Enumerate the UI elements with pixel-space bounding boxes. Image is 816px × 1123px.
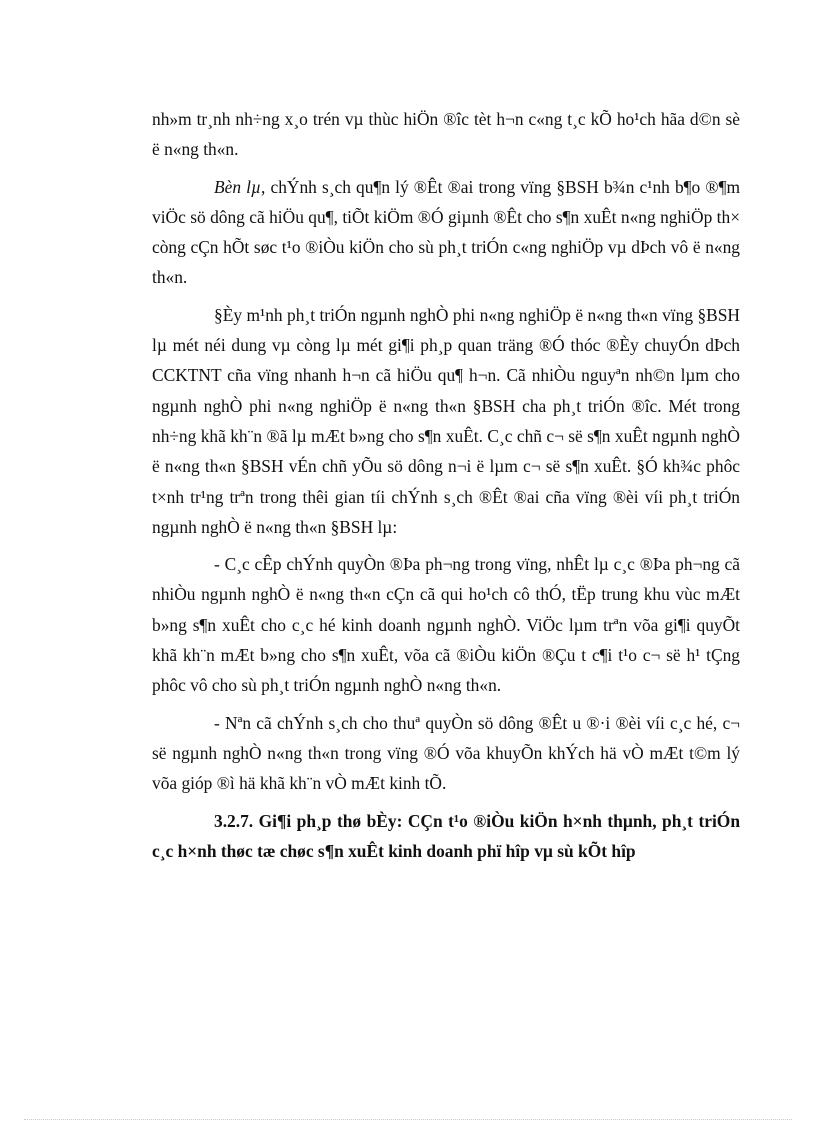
paragraph-continuation [152,104,740,165]
paragraph-bullet-land-lease [152,708,740,799]
paragraph-text: nh»m tr¸nh nh÷ng x¸o trén vµ thùc hiÖn ®îc tèt h¬n c«ng t¸c kÕ ho¹ch hãa d©n sè ë n«ng th«n. [152,109,740,160]
section-heading: 3.2.7. Gi¶i ph¸p thø bÈy: CÇn t¹o ®iÒu kiÖn h×nh thµnh, ph¸t triÓn c¸c h×nh thøc tæ chøc s¶n xuÊt kinh doanh phï hîp vµ sù kÕt hîp [152,810,740,861]
page-bottom-rule [24,1119,792,1120]
paragraph-text: - C¸c cÊp chÝnh quyÒn ®Þa ph¬ng trong vïng, nhÊt lµ c¸c ®Þa ph¬ng cã nhiÒu ngµnh nghÒ ë n«ng th«n cÇn cã qui ho¹ch cô thÓ, tËp trung khu vùc mÆt b»ng s¶n xuÊt cho c¸c hé kinh doanh ngµnh nghÒ. ViÖc lµm trªn võa gi¶i quyÕt khã kh¨n mÆt b»ng cho s¶n xuÊt, võa cã ®iÒu kiÖn ®Çu t c¶i t¹o c¬ së h¹ tÇng phôc vô cho sù ph¸t triÓn ngµnh nghÒ n«ng th«n. [152,554,740,696]
document-page [152,104,740,873]
paragraph-nonfarm-trades [152,300,740,542]
paragraph-bullet-planning [152,549,740,700]
paragraph-text: - Nªn cã chÝnh s¸ch cho thuª quyÒn sö dông ®Êt u ®·i ®èi víi c¸c hé, c¬ së ngµnh nghÒ n«ng th«n trong vïng ®Ó võa khuyÕn khÝch hä vÒ mÆt t©m lý võa gióp ®ì hä khã kh¨n vÒ mÆt kinh tÕ. [152,712,740,794]
paragraph-text: §Èy m¹nh ph¸t triÓn ngµnh nghÒ phi n«ng nghiÖp ë n«ng th«n vïng §BSH lµ mét néi dung vµ còng lµ mét gi¶i ph¸p quan träng ®Ó thóc ®Èy chuyÓn dÞch CCKTNT cña vïng nhanh h¬n cã hiÖu qu¶ h¬n. Cã nhiÒu nguyªn nh©n lµm cho ngµnh nghÒ phi n«ng nghiÖp ë n«ng th«n §BSH cha ph¸t triÓn ®îc. Mét trong nh÷ng khã kh¨n ®ã lµ mÆt b»ng cho s¶n xuÊt. C¸c chñ c¬ së s¶n xuÊt ngµnh nghÒ ë n«ng th«n §BSH vÉn chñ yÕu sö dông n¬i ë lµm c¬ së s¶n xuÊt. §Ó kh¾c phôc t×nh tr¹ng trªn trong thêi gian tíi chÝnh s¸ch ®Êt ®ai cña vïng ®èi víi ph¸t triÓn ngµnh nghÒ ë n«ng th«n §BSH lµ: [152,304,740,537]
paragraph-lead: Bèn lµ [214,176,262,197]
paragraph-text: , chÝnh s¸ch qu¶n lý ®Êt ®ai trong vïng §BSH b¾n c¹nh b¶o ®¶m viÖc sö dông cã hiÖu qu¶, tiÕt kiÖm ®Ó giµnh ®Êt cho s¶n xuÊt n«ng nghiÖp th× còng cÇn hÕt søc t¹o ®iÒu kiÖn cho sù ph¸t triÓn c«ng nghiÖp vµ dÞch vô ë n«ng th«n. [152,176,740,288]
paragraph-fourth-point [152,172,740,293]
